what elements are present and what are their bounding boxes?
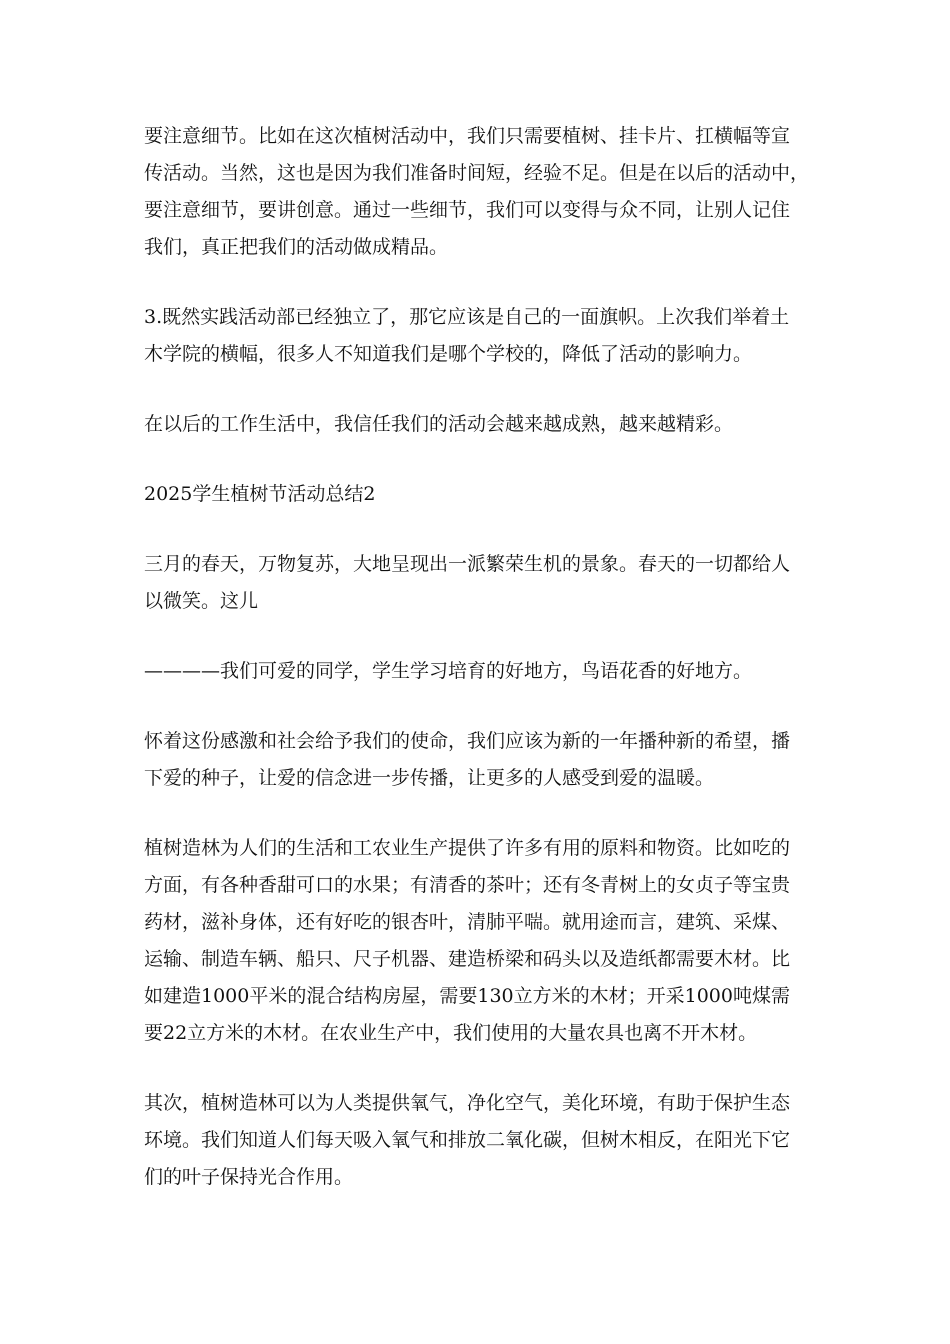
- paragraph-materials: [144, 830, 808, 1052]
- paragraph-spring: [144, 546, 808, 620]
- text-line: 要22立方米的木材。在农业生产中，我们使用的大量农具也离不开木材。: [144, 1022, 758, 1044]
- paragraph-conclusion: [144, 406, 808, 443]
- text-line: 下爱的种子，让爱的信念进一步传播，让更多的人感受到爱的温暖。: [144, 767, 715, 789]
- text-line: 怀着这份感激和社会给予我们的使命，我们应该为新的一年播种新的希望，播: [144, 730, 791, 752]
- text-line: 三月的春天，万物复苏，大地呈现出一派繁荣生机的景象。春天的一切都给人: [144, 553, 791, 575]
- text-line: 植树造林为人们的生活和工农业生产提供了许多有用的原料和物资。比如吃的: [144, 837, 791, 859]
- text-line: 要注意细节。比如在这次植树活动中，我们只需要植树、挂卡片、扛横幅等宣: [144, 125, 791, 147]
- text-line: 木学院的横幅，很多人不知道我们是哪个学校的，降低了活动的影响力。: [144, 343, 753, 365]
- text-line: 运输、制造车辆、船只、尺子机器、建造桥梁和码头以及造纸都需要木材。比: [144, 948, 791, 970]
- text-line: 药材，滋补身体，还有好吃的银杏叶，清肺平喘。就用途而言，建筑、采煤、: [144, 911, 791, 933]
- text-line: 以微笑。这儿: [144, 590, 259, 612]
- heading-line: 2025学生植树节活动总结2: [144, 483, 376, 505]
- text-line: 我们，真正把我们的活动做成精品。: [144, 236, 449, 258]
- paragraph-point-3: [144, 299, 808, 373]
- text-line: 们的叶子保持光合作用。: [144, 1166, 354, 1188]
- text-line: 要注意细节，要讲创意。通过一些细节，我们可以变得与众不同，让别人记住: [144, 199, 791, 221]
- paragraph-mission: [144, 723, 808, 797]
- document-body: [144, 118, 808, 1229]
- text-line: 在以后的工作生活中，我信任我们的活动会越来越成熟，越来越精彩。: [144, 413, 734, 435]
- text-line: 3.既然实践活动部已经独立了，那它应该是自己的一面旗帜。上次我们举着土: [144, 306, 790, 328]
- paragraph-oxygen: [144, 1085, 808, 1196]
- text-line: 传活动。当然，这也是因为我们准备时间短，经验不足。但是在以后的活动中，: [144, 162, 810, 184]
- text-line: 如建造1000平米的混合结构房屋，需要130立方米的木材；开采1000吨煤需: [144, 985, 790, 1007]
- paragraph-classmates: [144, 653, 808, 690]
- text-line: 方面，有各种香甜可口的水果；有清香的茶叶；还有冬青树上的女贞子等宝贵: [144, 874, 791, 896]
- text-line: ————我们可爱的同学，学生学习培育的好地方，鸟语花香的好地方。: [144, 660, 753, 682]
- text-line: 环境。我们知道人们每天吸入氧气和排放二氧化碳，但树木相反，在阳光下它: [144, 1129, 791, 1151]
- text-line: 其次，植树造林可以为人类提供氧气，净化空气，美化环境，有助于保护生态: [144, 1092, 791, 1114]
- paragraph-details: [144, 118, 808, 266]
- section-heading: [144, 476, 808, 513]
